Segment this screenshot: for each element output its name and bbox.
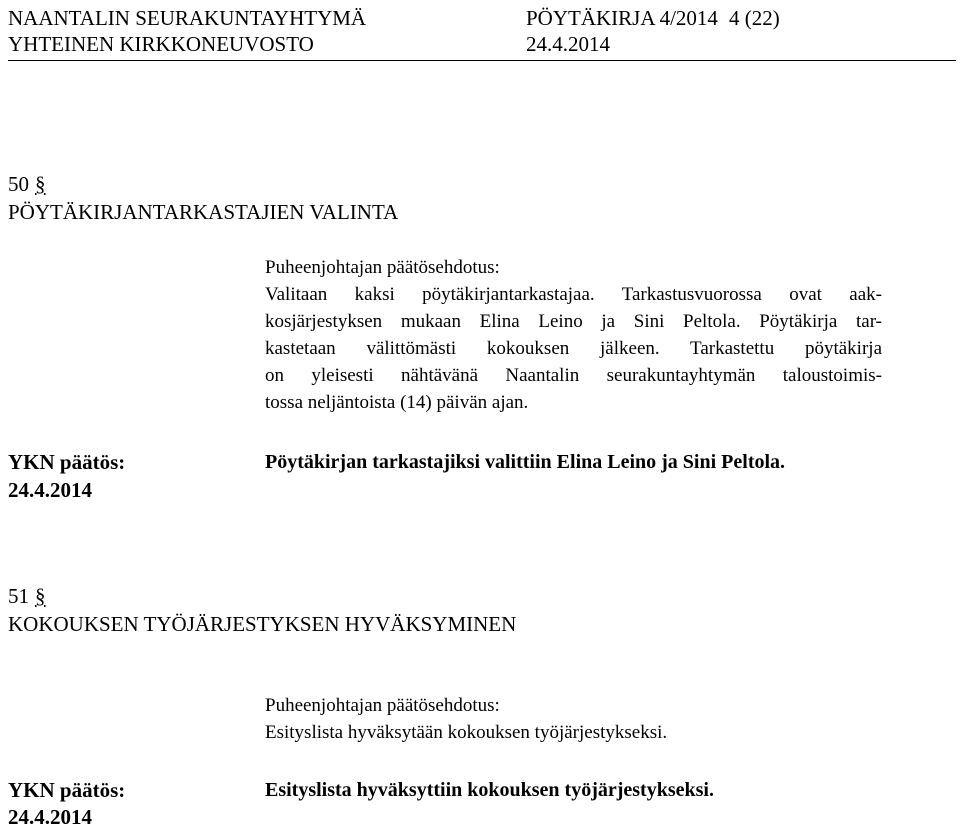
proposal-block [265, 254, 945, 416]
section-number [8, 170, 46, 198]
decision-label: YKN päätös: [8, 450, 126, 474]
proposal-label: Puheenjohtajan päätösehdotus: [265, 695, 500, 716]
section-number-value: 50 [8, 172, 29, 196]
header-page-number: 4 (22) [729, 6, 780, 30]
decision-text: Pöytäkirjan tarkastajiksi valittiin Elina Leino ja Sini Peltola. [265, 451, 786, 473]
header-divider [8, 60, 956, 61]
proposal-line: on yleisesti nähtävänä Naantalin seurakuntayhtymän taloustoimis- [265, 365, 882, 386]
proposal-line: kastetaan välittömästi kokouksen jälkeen. Tarkastettu pöytäkirja [265, 338, 882, 359]
header-organization: NAANTALIN SEURAKUNTAYHTYMÄ [8, 6, 367, 30]
section-number [8, 582, 46, 610]
proposal-line: Valitaan kaksi pöytäkirjantarkastajaa. Tarkastusvuorossa ovat aak- [265, 284, 882, 305]
section-number-value: 51 [8, 584, 29, 608]
header-document-id: PÖYTÄKIRJA 4/2014 [526, 6, 718, 30]
section-title: PÖYTÄKIRJANTARKASTAJIEN VALINTA [8, 200, 399, 224]
header-council-name: YHTEINEN KIRKKONEUVOSTO [8, 32, 314, 56]
header-date: 24.4.2014 [526, 32, 610, 56]
proposal-line: Esityslista hyväksytään kokouksen työjärjestykseksi. [265, 722, 668, 743]
decision-text: Esityslista hyväksyttiin kokouksen työjärjestykseksi. [265, 779, 714, 801]
proposal-line: kosjärjestyksen mukaan Elina Leino ja Sini Peltola. Pöytäkirja tar- [265, 311, 882, 332]
proposal-label: Puheenjohtajan päätösehdotus: [265, 257, 500, 278]
paragraph-icon: § [35, 172, 46, 196]
paragraph-icon: § [35, 584, 46, 608]
section-title: KOKOUKSEN TYÖJÄRJESTYKSEN HYVÄKSYMINEN [8, 612, 517, 636]
decision-date: 24.4.2014 [8, 805, 92, 829]
decision-label: YKN päätös: [8, 778, 126, 802]
proposal-line: tossa neljäntoista (14) päivän ajan. [265, 392, 529, 413]
proposal-block [265, 692, 945, 746]
decision-date: 24.4.2014 [8, 478, 92, 502]
